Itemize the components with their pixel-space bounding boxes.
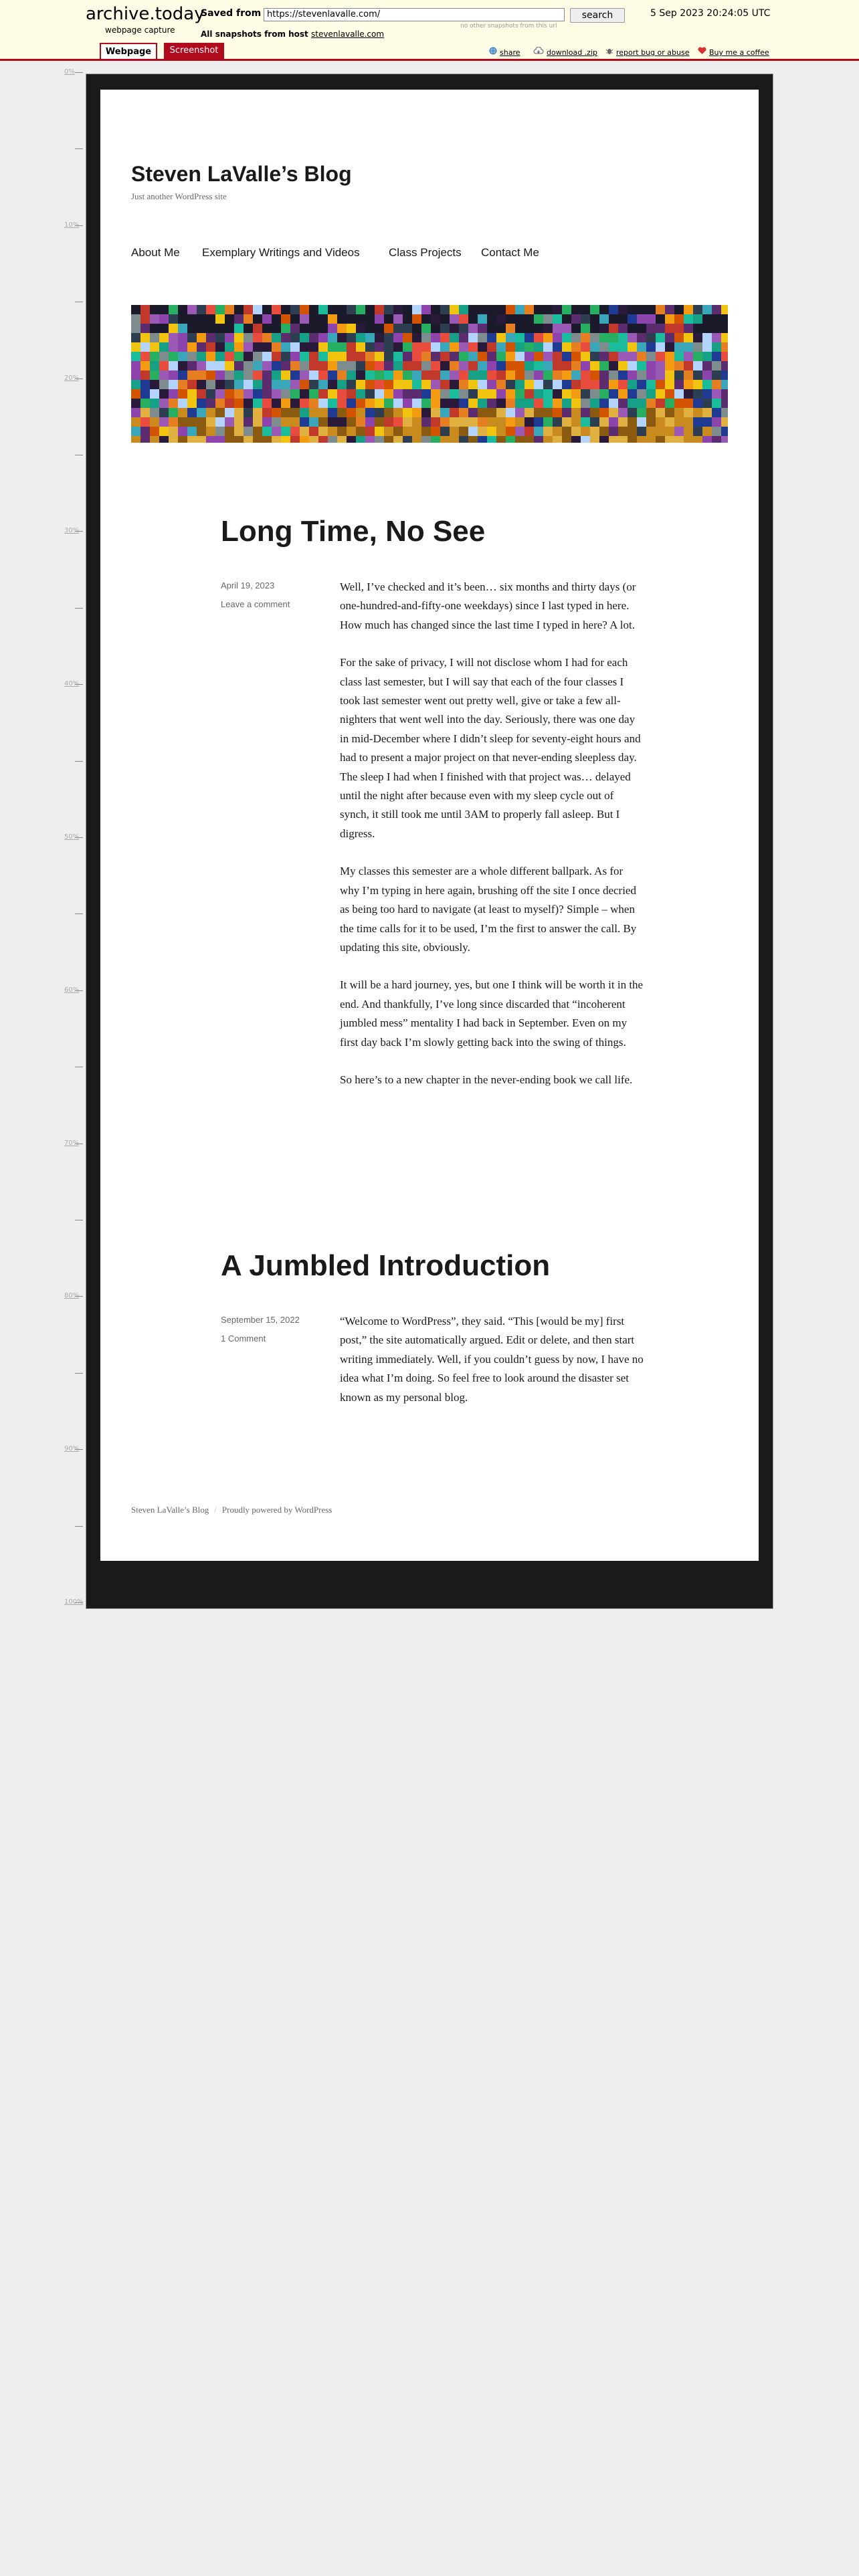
ruler-label[interactable]: 10% xyxy=(64,221,80,229)
no-other-snapshots-note: no other snapshots from this url xyxy=(460,23,557,29)
ruler-label[interactable]: 0% xyxy=(64,68,75,76)
heart-icon xyxy=(698,47,706,57)
footer-separator: / xyxy=(214,1505,217,1515)
post-comments-link[interactable]: Leave a comment xyxy=(221,599,290,609)
report-link[interactable] xyxy=(605,47,689,57)
post-paragraph: For the sake of privacy, I will not disclose whom I had for each class last semester, but I will say that each of the four classes I took last semester went out pretty well, give or take a few all-nighters that went well into the day. Seriously, there was one day in mid-December where I didn’t sleep for seventy-eight hours and had to present a major project on that never-ending sleepless day. The sleep I had when I finished with that project was… delayed until the night after because even with my sleep cycle out of synch, it still took me until 3AM to properly fall asleep. But I digress. xyxy=(340,656,641,840)
coffee-link[interactable] xyxy=(698,47,769,57)
pixel-art-banner xyxy=(131,305,728,443)
cloud-download-icon xyxy=(533,47,544,57)
archive-toolbar xyxy=(0,0,859,60)
share-label: share xyxy=(500,48,520,57)
ruler-tick xyxy=(75,761,83,762)
ruler-label[interactable]: 20% xyxy=(64,374,80,382)
post-paragraph: Well, I’ve checked and it’s been… six months and thirty days (or one-hundred-and-fifty-one weekdays) since I last typed in here. How much has changed since the last time I typed in here? A lot. xyxy=(340,580,636,631)
ruler-label[interactable]: 70% xyxy=(64,1139,80,1147)
url-input[interactable]: https://stevenlavalle.com/ xyxy=(264,8,565,21)
globe-icon xyxy=(489,47,497,57)
post-paragraph: It will be a hard journey, yes, but one I think will be worth it in the end. And thankfully, I’ve long since discarded that “incoherent jumbled mess” mentality I had back in September. Even on my first day back I’m slowly getting back into the swing of things. xyxy=(340,978,644,1049)
post-date[interactable]: April 19, 2023 xyxy=(221,580,275,591)
report-label: report bug or abuse xyxy=(616,48,690,57)
post-paragraph: So here’s to a new chapter in the never-ending book we call life. xyxy=(340,1073,633,1086)
ruler-tick xyxy=(75,72,83,73)
ruler-tick xyxy=(75,1373,83,1374)
coffee-label: Buy me a coffee xyxy=(709,48,769,57)
tab-webpage[interactable]: Webpage xyxy=(100,43,157,60)
ruler-label[interactable]: 100% xyxy=(64,1598,84,1606)
nav-item-exemplary-writings[interactable]: Exemplary Writings and Videos xyxy=(202,246,360,259)
ruler-label[interactable]: 80% xyxy=(64,1292,80,1300)
ruler-label[interactable]: 90% xyxy=(64,1445,80,1453)
nav-item-contact-me[interactable]: Contact Me xyxy=(481,246,539,259)
site-description: Just another WordPress site xyxy=(131,191,227,201)
saved-from-label: Saved from xyxy=(201,8,262,19)
ruler-tick xyxy=(75,608,83,609)
post-content xyxy=(340,1312,644,1426)
capture-date: 5 Sep 2023 20:24:05 UTC xyxy=(650,8,771,19)
ruler-label[interactable]: 60% xyxy=(64,986,80,994)
share-link[interactable] xyxy=(489,47,520,57)
post-comments-link[interactable]: 1 Comment xyxy=(221,1333,266,1344)
all-snapshots-line xyxy=(201,29,384,39)
tab-screenshot[interactable]: Screenshot xyxy=(164,43,224,60)
bug-icon xyxy=(605,47,613,57)
footer-powered-link[interactable]: Proudly powered by WordPress xyxy=(221,1505,332,1515)
nav-item-class-projects[interactable]: Class Projects xyxy=(389,246,462,259)
site-footer xyxy=(131,1505,332,1515)
header-divider xyxy=(0,59,859,61)
archive-logo[interactable]: archive.today xyxy=(86,4,205,24)
archive-logo-subtitle: webpage capture xyxy=(105,25,175,35)
post-date[interactable]: September 15, 2022 xyxy=(221,1315,300,1325)
search-button[interactable]: search xyxy=(570,8,625,23)
ruler-label[interactable]: 40% xyxy=(64,680,80,688)
post-content xyxy=(340,578,644,1108)
post-paragraph: My classes this semester are a whole different ballpark. As for why I’m typing in here again, brushing off the site I once decried as being too hard to navigate (at least to myself)? Simple – when the time calls for it to be used, I’m the first to answer the call. By updating this site, obviously. xyxy=(340,865,637,954)
host-link[interactable]: stevenlavalle.com xyxy=(310,29,385,39)
from-host-label: from host xyxy=(264,29,308,39)
header-banner-image[interactable] xyxy=(131,305,728,443)
ruler-label[interactable]: 50% xyxy=(64,833,80,841)
ruler-label[interactable]: 30% xyxy=(64,527,80,535)
download-label: download .zip xyxy=(547,48,597,57)
footer-site-link[interactable]: Steven LaValle’s Blog xyxy=(131,1505,209,1515)
post-title[interactable]: Long Time, No See xyxy=(221,515,486,548)
ruler-tick xyxy=(75,148,83,149)
nav-item-about-me[interactable]: About Me xyxy=(131,246,180,259)
post-title[interactable]: A Jumbled Introduction xyxy=(221,1249,551,1282)
download-zip-link[interactable] xyxy=(533,47,597,57)
all-snapshots-label: All snapshots xyxy=(201,29,262,39)
ruler-tick xyxy=(75,1526,83,1527)
site-title[interactable]: Steven LaValle’s Blog xyxy=(131,162,352,186)
post-paragraph: “Welcome to WordPress”, they said. “This [would be my] first post,” the site automatically argued. Edit or delete, and then start writing immediately. Well, if you couldn’t guess by now, I have no idea what I’m doing. So feel free to look around the disaster set known as my personal blog. xyxy=(340,1315,644,1404)
